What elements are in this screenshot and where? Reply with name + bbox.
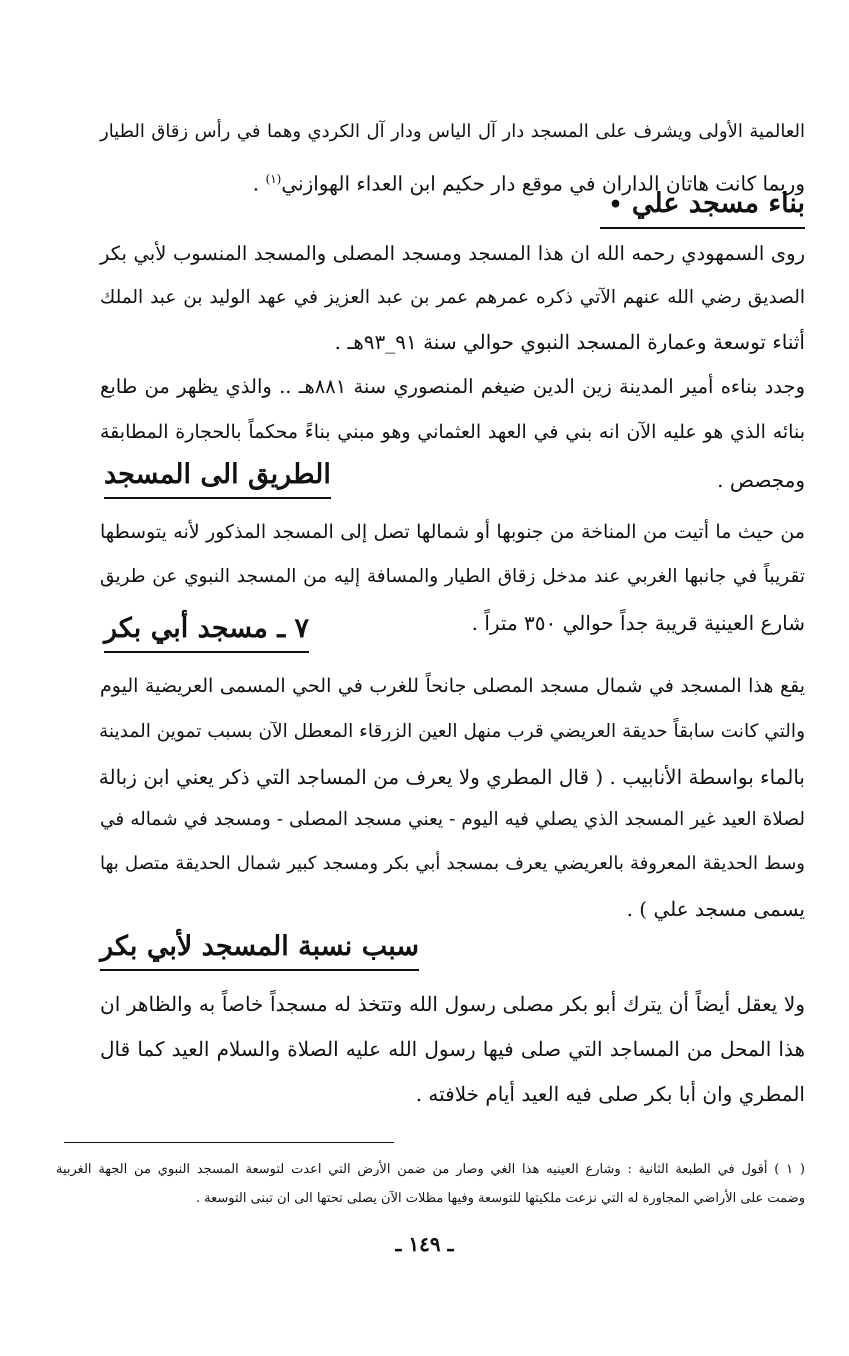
paragraph-line: المطري وان أبا بكر صلى فيه العيد أيام خلافته . (415, 1082, 805, 1106)
paragraph-line: الصديق رضي الله عنهم الآتي ذكره عمرهم عمر بن عبد العزيز في عهد الوليد بن عبد الملك (100, 287, 805, 308)
footnote-reference: (١) (265, 172, 282, 186)
paragraph-line: شارع العينية قريبة جداً حوالي ٣٥٠ متراً . (471, 611, 805, 635)
paragraph-line: يقع هذا المسجد في شمال مسجد المصلى جانحاً للغرب في الحي المسمى العريضية اليوم (100, 675, 805, 697)
page-number: ـ ١٤٩ ـ (395, 1232, 454, 1256)
section-heading-abu-bakr-mosque (104, 611, 309, 649)
footnote-line: ( ١ ) أقول في الطبعة الثانية : وشارع العينيه هذا الغي وصار من ضمن الأرض التي اعدت لتوسعة المسجد النبوي من الجهة الغربية (56, 1162, 805, 1177)
bullet-icon: • (608, 192, 623, 218)
paragraph-line: بنائه الذي هو عليه الآن انه بني في العهد العثماني وهو مبني بناءً محكماً بالحجارة المطابقة (100, 421, 805, 443)
footnote-divider (64, 1142, 394, 1143)
section-heading-ali-mosque (600, 186, 805, 225)
paragraph-line: روى السمهودي رحمه الله ان هذا المسجد ومسجد المصلى والمسجد المنسوب لأبي بكر (100, 242, 805, 265)
paragraph-line: يسمى مسجد علي ) . (626, 897, 805, 921)
heading-underline (600, 227, 805, 229)
paragraph-line: هذا المحل من المساجد التي صلى فيها رسول الله عليه الصلاة والسلام العيد كما قال (100, 1037, 805, 1061)
paragraph-line: والتي كانت سابقاً حديقة العريضي قرب منهل العين الزرقاء المعطل الآن بسبب تموين المدينة (99, 721, 805, 742)
paragraph-line: وسط الحديقة المعروفة بالعريضي يعرف بمسجد أبي بكر ومسجد كبير شمال الحديقة متصل بها (100, 853, 805, 874)
paragraph-line: أثناء توسعة وعمارة المسجد النبوي حوالي سنة ٩١_٩٣هـ . (334, 330, 805, 354)
section-heading-attribution (100, 929, 419, 967)
footnote-line: وضمت على الأراضي المجاورة له التي نزعت ملكيتها للتوسعة وفيها مظلات الآن يصلى تحتها الى ان تبنى التوسعة . (195, 1191, 805, 1206)
paragraph-line: ومجصص . (717, 468, 805, 492)
heading-text: سبب نسبة المسجد لأبي بكر (100, 931, 419, 962)
heading-text: بناء مسجد علي (631, 188, 805, 219)
paragraph-text: وربما كانت هاتان الداران في موقع دار حكيم ابن العداء الهوازني (281, 171, 805, 196)
heading-text: الطريق الى المسجد (104, 459, 331, 490)
paragraph-line: وجدد بناءه أمير المدينة زين الدين ضيغم المنصوري سنة ٨٨١هـ .. والذي يظهر من طابع (100, 375, 805, 398)
heading-underline (104, 497, 331, 499)
paragraph-line: من حيث ما أتيت من المناخة من جنوبها أو شمالها تصل إلى المسجد المذكور لأنه يتوسطها (100, 521, 805, 543)
section-heading-path (104, 457, 331, 495)
paragraph-line: بالماء بواسطة الأنابيب . ( قال المطري ولا يعرف من المساجد التي ذكر يعني ابن زبالة (98, 765, 805, 789)
heading-underline (104, 651, 309, 653)
heading-underline (100, 969, 419, 971)
paragraph-line: ولا يعقل أيضاً أن يترك أبو بكر مصلى رسول الله وتتخذ له مسجداً خاصاً به والظاهر ان (100, 992, 805, 1016)
paragraph-line: لصلاة العيد غير المسجد الذي يصلي فيه اليوم - يعني مسجد المصلى - ومسجد في شماله في (100, 809, 805, 830)
paragraph-line: العالمية الأولى ويشرف على المسجد دار آل الياس ودار آل الكردي وهما في رأس زقاق الطيار (100, 121, 805, 142)
heading-text: ٧ ـ مسجد أبي بكر (104, 613, 310, 644)
paragraph-line: تقريباً في جانبها الغربي عند مدخل زقاق الطيار والمسافة إليه من المسجد النبوي عن طريق (100, 566, 805, 587)
paragraph-end: . (252, 171, 260, 196)
